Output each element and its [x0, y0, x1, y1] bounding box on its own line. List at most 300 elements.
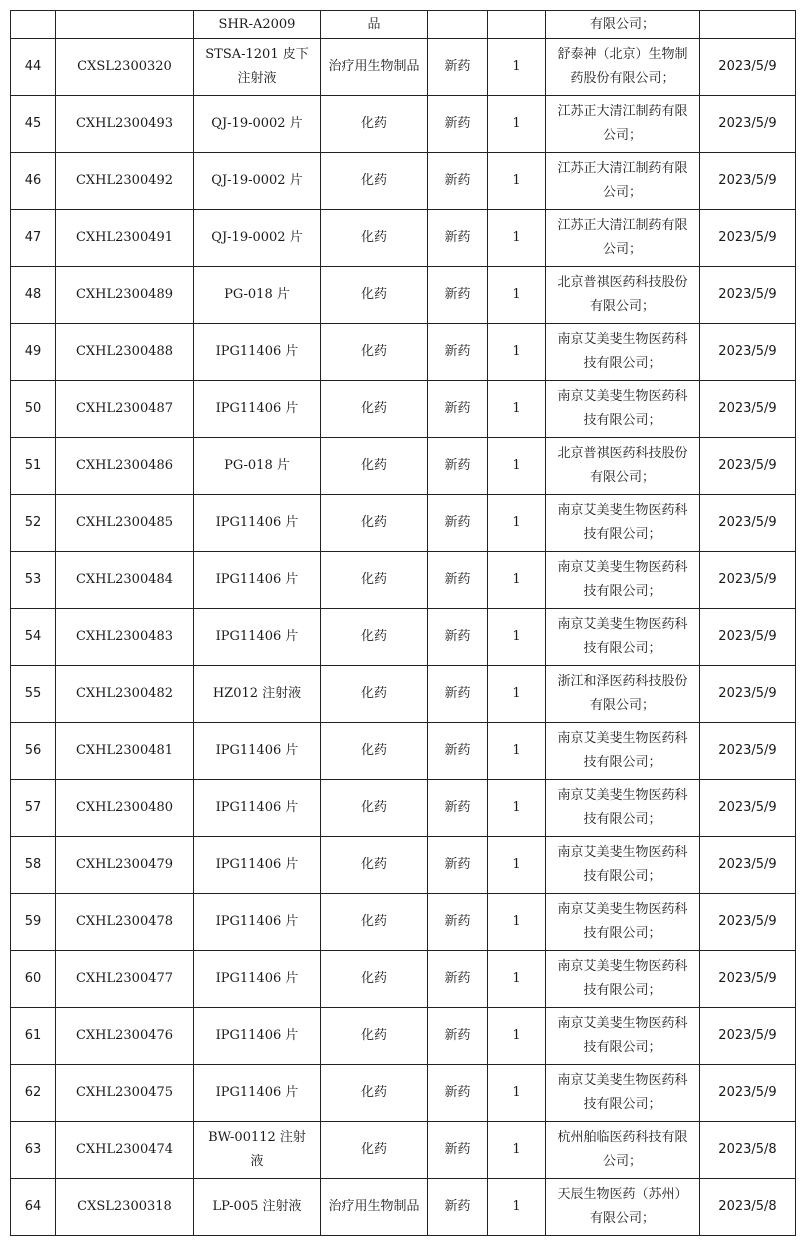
drug-name-cell-text: IPG11406 片: [215, 401, 299, 416]
drug-type-cell-text: 化药: [360, 629, 387, 644]
company-cell-text: 南京艾美斐生物医药科技有限公司；: [557, 503, 688, 542]
code-cell: [56, 837, 194, 894]
code-cell: [56, 1179, 194, 1236]
category-cell-text: 新药: [444, 401, 471, 416]
date-cell-text: 2023/5/9: [718, 686, 777, 701]
drug-type-cell: [321, 666, 428, 723]
count-cell-text: 1: [512, 971, 521, 986]
drug-name-cell: [194, 1179, 321, 1236]
category-cell: [428, 39, 488, 96]
count-cell: [488, 267, 546, 324]
date-cell: [700, 381, 796, 438]
date-cell-text: 2023/5/9: [718, 914, 777, 929]
drug-type-cell-text: 化药: [360, 287, 387, 302]
category-cell: [428, 894, 488, 951]
drug-name-cell: [194, 837, 321, 894]
count-cell: [488, 837, 546, 894]
category-cell: [428, 11, 488, 39]
count-cell-text: 1: [512, 515, 521, 530]
date-cell-text: 2023/5/9: [718, 971, 777, 986]
seq-cell-text: 62: [24, 1085, 42, 1100]
date-cell-text: 2023/5/9: [718, 116, 777, 131]
date-cell: [700, 1122, 796, 1179]
code-cell-text: CXHL2300492: [75, 173, 174, 188]
drug-type-cell-text: 化药: [360, 800, 387, 815]
code-cell-text: CXHL2300477: [75, 971, 174, 986]
count-cell-text: 1: [512, 572, 521, 587]
code-cell-text: CXHL2300481: [75, 743, 174, 758]
count-cell: [488, 153, 546, 210]
date-cell: [700, 267, 796, 324]
company-cell: [546, 1179, 700, 1236]
count-cell: [488, 438, 546, 495]
drug-type-cell-text: 治疗用生物制品: [328, 59, 420, 74]
seq-cell: [11, 1065, 56, 1122]
count-cell: [488, 210, 546, 267]
company-cell-text: 南京艾美斐生物医药科技有限公司；: [557, 560, 688, 599]
code-cell: [56, 153, 194, 210]
code-cell: [56, 951, 194, 1008]
code-cell: [56, 267, 194, 324]
drug-name-cell-text: IPG11406 片: [215, 857, 299, 872]
category-cell-text: 新药: [444, 1199, 471, 1214]
count-cell: [488, 1122, 546, 1179]
category-cell-text: 新药: [444, 344, 471, 359]
drug-type-cell: [321, 210, 428, 267]
table-row: [11, 666, 796, 723]
code-cell-text: CXHL2300476: [75, 1028, 174, 1043]
date-cell-text: 2023/5/9: [718, 1028, 777, 1043]
category-cell-text: 新药: [444, 116, 471, 131]
drug-type-cell-text: 化药: [360, 743, 387, 758]
category-cell: [428, 780, 488, 837]
date-cell-text: 2023/5/9: [718, 287, 777, 302]
count-cell: [488, 1008, 546, 1065]
category-cell: [428, 210, 488, 267]
category-cell-text: 新药: [444, 857, 471, 872]
table-row: [11, 39, 796, 96]
category-cell-text: 新药: [444, 173, 471, 188]
drug-type-cell: [321, 267, 428, 324]
company-cell-text: 舒泰神（北京）生物制药股份有限公司；: [557, 47, 688, 86]
date-cell: [700, 723, 796, 780]
company-cell: [546, 609, 700, 666]
seq-cell-text: 55: [24, 686, 42, 701]
count-cell: [488, 381, 546, 438]
drug-name-cell: [194, 381, 321, 438]
drug-name-cell-text: HZ012 注射液: [212, 686, 302, 701]
category-cell-text: 新药: [444, 1028, 471, 1043]
seq-cell-text: 61: [24, 1028, 42, 1043]
category-cell: [428, 951, 488, 1008]
code-cell-text: CXHL2300491: [75, 230, 174, 245]
company-cell-text: 南京艾美斐生物医药科技有限公司；: [557, 788, 688, 827]
drug-name-cell-text: PG-018 片: [224, 287, 290, 302]
company-cell: [546, 1122, 700, 1179]
company-cell: [546, 267, 700, 324]
drug-type-cell-text: 化药: [360, 686, 387, 701]
count-cell-text: 1: [512, 59, 521, 74]
company-cell: [546, 495, 700, 552]
company-cell: [546, 39, 700, 96]
company-cell-text: 江苏正大清江制药有限公司；: [557, 104, 688, 143]
drug-name-cell: [194, 1122, 321, 1179]
code-cell-text: CXHL2300493: [75, 116, 174, 131]
seq-cell: [11, 666, 56, 723]
count-cell: [488, 1065, 546, 1122]
category-cell-text: 新药: [444, 287, 471, 302]
drug-name-cell: SHR-A2009: [194, 11, 321, 39]
count-cell: [488, 894, 546, 951]
count-cell-text: 1: [512, 458, 521, 473]
drug-name-cell-text: QJ-19-0002 片: [211, 173, 303, 188]
date-cell: [700, 552, 796, 609]
count-cell: [488, 780, 546, 837]
company-cell-text: 南京艾美斐生物医药科技有限公司；: [557, 1016, 688, 1055]
category-cell: [428, 438, 488, 495]
count-cell-text: 1: [512, 401, 521, 416]
drug-name-cell: [194, 495, 321, 552]
seq-cell: [11, 381, 56, 438]
seq-cell: [11, 39, 56, 96]
company-cell-text: 南京艾美斐生物医药科技有限公司；: [557, 731, 688, 770]
drug-type-cell: [321, 723, 428, 780]
category-cell-text: 新药: [444, 971, 471, 986]
code-cell-text: CXHL2300487: [75, 401, 174, 416]
seq-cell: [11, 267, 56, 324]
seq-cell: [11, 324, 56, 381]
category-cell: [428, 267, 488, 324]
date-cell-text: 2023/5/9: [718, 458, 777, 473]
code-cell-text: CXHL2300489: [75, 287, 174, 302]
code-cell-text: CXHL2300483: [75, 629, 174, 644]
category-cell-text: 新药: [444, 59, 471, 74]
date-cell-text: 2023/5/8: [718, 1142, 777, 1157]
seq-cell-text: 48: [24, 287, 42, 302]
drug-name-cell: [194, 552, 321, 609]
date-cell: [700, 39, 796, 96]
seq-cell: [11, 609, 56, 666]
count-cell: [488, 609, 546, 666]
code-cell: [56, 780, 194, 837]
drug-name-cell-text: STSA-1201 皮下注射液: [205, 47, 309, 86]
drug-type-cell: [321, 552, 428, 609]
category-cell: [428, 837, 488, 894]
drug-type-cell-text: 化药: [360, 1085, 387, 1100]
drug-type-cell-text: 治疗用生物制品: [328, 1199, 420, 1214]
table-row: [11, 267, 796, 324]
category-cell: [428, 1179, 488, 1236]
category-cell: [428, 96, 488, 153]
date-cell-text: 2023/5/9: [718, 515, 777, 530]
date-cell-text: 2023/5/9: [718, 401, 777, 416]
company-cell: [546, 666, 700, 723]
table-row-continued: [11, 11, 796, 39]
date-cell-text: 2023/5/9: [718, 173, 777, 188]
code-cell: [56, 1065, 194, 1122]
count-cell: [488, 324, 546, 381]
drug-name-cell-text: IPG11406 片: [215, 629, 299, 644]
count-cell: [488, 39, 546, 96]
company-cell: 有限公司；: [546, 11, 700, 39]
company-cell-text: 江苏正大清江制药有限公司；: [557, 161, 688, 200]
count-cell-text: 1: [512, 629, 521, 644]
company-cell: [546, 951, 700, 1008]
seq-cell-text: 57: [24, 800, 42, 815]
code-cell-text: CXHL2300475: [75, 1085, 174, 1100]
company-cell: [546, 324, 700, 381]
drug-name-cell-text: IPG11406 片: [215, 344, 299, 359]
count-cell: [488, 495, 546, 552]
drug-name-cell-text: IPG11406 片: [215, 1028, 299, 1043]
drug-type-cell: 品: [321, 11, 428, 39]
drug-type-cell: [321, 1065, 428, 1122]
seq-cell: [11, 723, 56, 780]
code-cell: [56, 96, 194, 153]
category-cell: [428, 666, 488, 723]
date-cell: [700, 11, 796, 39]
category-cell: [428, 552, 488, 609]
drug-type-cell-text: 化药: [360, 230, 387, 245]
drug-registration-table: [10, 10, 796, 1236]
table-row: [11, 609, 796, 666]
drug-name-cell: [194, 267, 321, 324]
seq-cell-text: 56: [24, 743, 42, 758]
category-cell-text: 新药: [444, 914, 471, 929]
code-cell: [56, 1122, 194, 1179]
drug-type-cell: [321, 324, 428, 381]
seq-cell-text: 52: [24, 515, 42, 530]
drug-name-cell-text: IPG11406 片: [215, 515, 299, 530]
drug-name-cell-text: IPG11406 片: [215, 914, 299, 929]
drug-name-cell: [194, 723, 321, 780]
seq-cell-text: 50: [24, 401, 42, 416]
drug-type-cell-text: 化药: [360, 857, 387, 872]
seq-cell-text: 51: [24, 458, 42, 473]
date-cell-text: 2023/5/8: [718, 1199, 777, 1214]
category-cell: [428, 1065, 488, 1122]
table-row: [11, 1065, 796, 1122]
date-cell: [700, 210, 796, 267]
category-cell-text: 新药: [444, 686, 471, 701]
code-cell: [56, 894, 194, 951]
company-cell: [546, 1008, 700, 1065]
category-cell-text: 新药: [444, 629, 471, 644]
date-cell: [700, 837, 796, 894]
category-cell: [428, 609, 488, 666]
category-cell: [428, 381, 488, 438]
category-cell: [428, 1008, 488, 1065]
count-cell-text: 1: [512, 116, 521, 131]
drug-type-cell: [321, 438, 428, 495]
count-cell: [488, 666, 546, 723]
code-cell-text: CXHL2300486: [75, 458, 174, 473]
count-cell-text: 1: [512, 800, 521, 815]
count-cell-text: 1: [512, 743, 521, 758]
drug-type-cell-text: 化药: [360, 1028, 387, 1043]
category-cell-text: 新药: [444, 230, 471, 245]
company-cell-text: 南京艾美斐生物医药科技有限公司；: [557, 959, 688, 998]
company-cell-text: 江苏正大清江制药有限公司；: [557, 218, 688, 257]
seq-cell: [11, 438, 56, 495]
drug-type-cell: [321, 39, 428, 96]
drug-type-cell-text: 化药: [360, 572, 387, 587]
count-cell-text: 1: [512, 1142, 521, 1157]
seq-cell-text: 47: [24, 230, 42, 245]
drug-name-cell: [194, 153, 321, 210]
drug-type-cell-text: 化药: [360, 971, 387, 986]
seq-cell: [11, 1122, 56, 1179]
code-cell-text: CXSL2300320: [77, 59, 172, 74]
drug-type-cell: [321, 96, 428, 153]
date-cell: [700, 1179, 796, 1236]
drug-name-cell-text: QJ-19-0002 片: [211, 230, 303, 245]
table-row: [11, 381, 796, 438]
table-row: [11, 1008, 796, 1065]
count-cell-text: 1: [512, 686, 521, 701]
count-cell-text: 1: [512, 173, 521, 188]
count-cell: [488, 552, 546, 609]
date-cell: [700, 1008, 796, 1065]
company-cell-text: 南京艾美斐生物医药科技有限公司；: [557, 617, 688, 656]
drug-type-cell: [321, 1179, 428, 1236]
date-cell: [700, 324, 796, 381]
drug-name-cell: [194, 894, 321, 951]
table-row: [11, 96, 796, 153]
drug-name-cell-text: IPG11406 片: [215, 971, 299, 986]
count-cell-text: 1: [512, 1199, 521, 1214]
date-cell-text: 2023/5/9: [718, 572, 777, 587]
drug-type-cell-text: 化药: [360, 173, 387, 188]
seq-cell: [11, 210, 56, 267]
count-cell-text: 1: [512, 344, 521, 359]
company-cell-text: 北京普祺医药科技股份有限公司；: [557, 275, 688, 314]
company-cell-text: 天辰生物医药（苏州）有限公司；: [557, 1187, 688, 1226]
count-cell-text: 1: [512, 857, 521, 872]
company-cell: [546, 552, 700, 609]
seq-cell-text: 60: [24, 971, 42, 986]
seq-cell-text: 44: [24, 59, 42, 74]
seq-cell: [11, 780, 56, 837]
count-cell: [488, 96, 546, 153]
drug-name-cell: [194, 1065, 321, 1122]
company-cell-text: 浙江和泽医药科技股份有限公司；: [557, 674, 688, 713]
seq-cell-text: 54: [24, 629, 42, 644]
drug-name-cell: [194, 324, 321, 381]
company-cell-text: 南京艾美斐生物医药科技有限公司；: [557, 332, 688, 371]
company-cell: [546, 438, 700, 495]
seq-cell-text: 45: [24, 116, 42, 131]
category-cell-text: 新药: [444, 1085, 471, 1100]
date-cell: [700, 96, 796, 153]
date-cell-text: 2023/5/9: [718, 230, 777, 245]
drug-type-cell-text: 化药: [360, 401, 387, 416]
code-cell: [56, 495, 194, 552]
code-cell-text: CXHL2300480: [75, 800, 174, 815]
drug-name-cell: [194, 609, 321, 666]
drug-type-cell-text: 化药: [360, 1142, 387, 1157]
company-cell-text: 南京艾美斐生物医药科技有限公司；: [557, 389, 688, 428]
category-cell: [428, 324, 488, 381]
company-cell: [546, 96, 700, 153]
seq-cell-text: 58: [24, 857, 42, 872]
seq-cell: [11, 1179, 56, 1236]
code-cell: [56, 11, 194, 39]
table-row: [11, 210, 796, 267]
seq-cell: [11, 951, 56, 1008]
category-cell: [428, 153, 488, 210]
table-row: [11, 837, 796, 894]
table-row: [11, 723, 796, 780]
seq-cell-text: 53: [24, 572, 42, 587]
drug-name-cell: [194, 951, 321, 1008]
drug-name-cell: [194, 96, 321, 153]
category-cell: [428, 495, 488, 552]
seq-cell: [11, 837, 56, 894]
seq-cell: [11, 96, 56, 153]
drug-name-cell: [194, 666, 321, 723]
drug-name-cell-text: IPG11406 片: [215, 1085, 299, 1100]
drug-name-cell-text: IPG11406 片: [215, 572, 299, 587]
date-cell: [700, 1065, 796, 1122]
date-cell-text: 2023/5/9: [718, 344, 777, 359]
company-cell-text: 杭州舶临医药科技有限公司；: [557, 1130, 688, 1169]
drug-type-cell: [321, 495, 428, 552]
drug-type-cell: [321, 780, 428, 837]
seq-cell-text: 46: [24, 173, 42, 188]
count-cell: [488, 1179, 546, 1236]
category-cell-text: 新药: [444, 1142, 471, 1157]
seq-cell-text: 59: [24, 914, 42, 929]
code-cell: [56, 666, 194, 723]
table-row: [11, 780, 796, 837]
drug-type-cell: [321, 837, 428, 894]
drug-type-cell-text: 化药: [360, 515, 387, 530]
date-cell-text: 2023/5/9: [718, 800, 777, 815]
drug-name-cell: [194, 438, 321, 495]
category-cell-text: 新药: [444, 800, 471, 815]
company-cell: [546, 1065, 700, 1122]
date-cell: [700, 666, 796, 723]
drug-name-cell: [194, 780, 321, 837]
date-cell: [700, 609, 796, 666]
code-cell: [56, 438, 194, 495]
company-cell-text: 南京艾美斐生物医药科技有限公司；: [557, 845, 688, 884]
category-cell-text: 新药: [444, 515, 471, 530]
category-cell-text: 新药: [444, 458, 471, 473]
code-cell-text: CXSL2300318: [77, 1199, 172, 1214]
count-cell-text: 1: [512, 1028, 521, 1043]
company-cell: [546, 837, 700, 894]
code-cell-text: CXHL2300488: [75, 344, 174, 359]
drug-type-cell: [321, 381, 428, 438]
code-cell: [56, 552, 194, 609]
date-cell: [700, 153, 796, 210]
code-cell: [56, 381, 194, 438]
table-row: [11, 1179, 796, 1236]
category-cell: [428, 1122, 488, 1179]
drug-type-cell-text: 化药: [360, 116, 387, 131]
category-cell-text: 新药: [444, 572, 471, 587]
seq-cell: [11, 495, 56, 552]
drug-name-cell: [194, 39, 321, 96]
code-cell-text: CXHL2300485: [75, 515, 174, 530]
seq-cell-text: 49: [24, 344, 42, 359]
count-cell: [488, 951, 546, 1008]
date-cell: [700, 438, 796, 495]
code-cell-text: CXHL2300482: [75, 686, 174, 701]
category-cell: [428, 723, 488, 780]
